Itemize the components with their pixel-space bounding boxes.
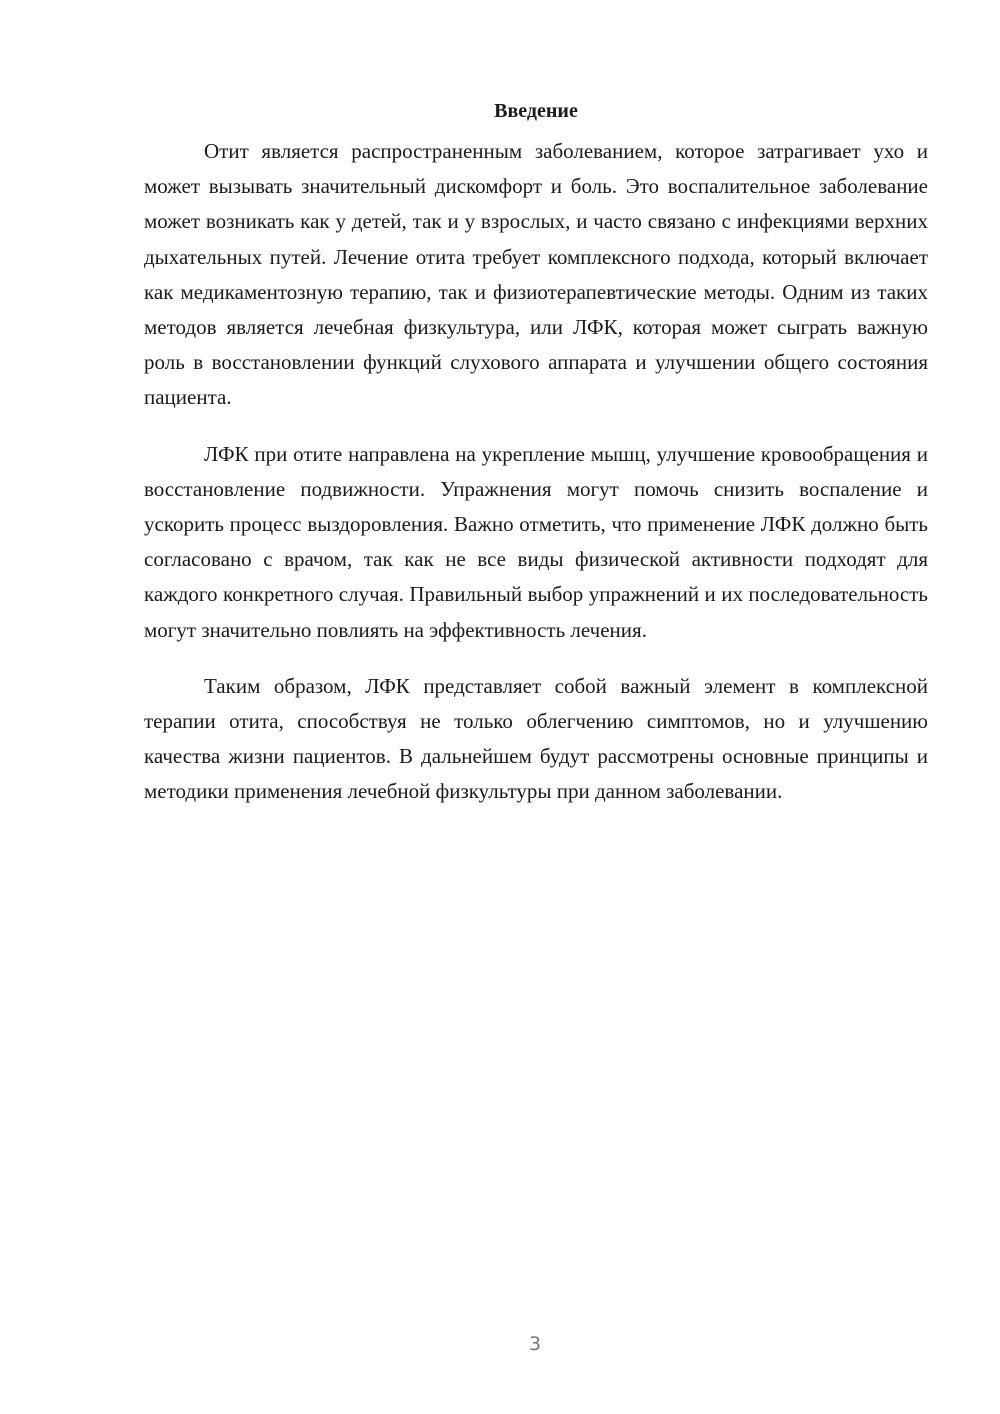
paragraph-lfk-goals: ЛФК при отите направлена на укрепление мышц, улучшение кровообращения и восстановление подвижности. Упражнения могут помочь снизить воспаление и ускорить процесс выздоровления. Важно отметить, что применение ЛФК должно быть согласовано с врачом, так как не все виды физической активности подходят для каждого конкретного случая. Правильный выбор упражнений и их последовательность могут значительно повлиять на эффективность лечения.	[144, 441, 928, 642]
page-content	[144, 96, 928, 831]
section-title: Введение	[494, 100, 578, 122]
paragraph-intro: Отит является распространенным заболеванием, которое затрагивает ухо и может вызывать значительный дискомфорт и боль. Это воспалительное заболевание может возникать как у детей, так и у взрослых, и часто связано с инфекциями верхних дыхательных путей. Лечение отита требует комплексного подхода, который включает как медикаментозную терапию, так и физиотерапевтические методы. Одним из таких методов является лечебная физкультура, или ЛФК, которая может сыграть важную роль в восстановлении функций слухового аппарата и улучшении общего состояния пациента.	[144, 139, 928, 410]
paragraph-conclusion: Таким образом, ЛФК представляет собой важный элемент в комплексной терапии отита, способствуя не только облегчению симптомов, но и улучшению качества жизни пациентов. В дальнейшем будут рассмотрены основные принципы и методики применения лечебной физкультуры при данном заболевании.	[144, 673, 928, 804]
page-number: 3	[528, 1333, 542, 1355]
